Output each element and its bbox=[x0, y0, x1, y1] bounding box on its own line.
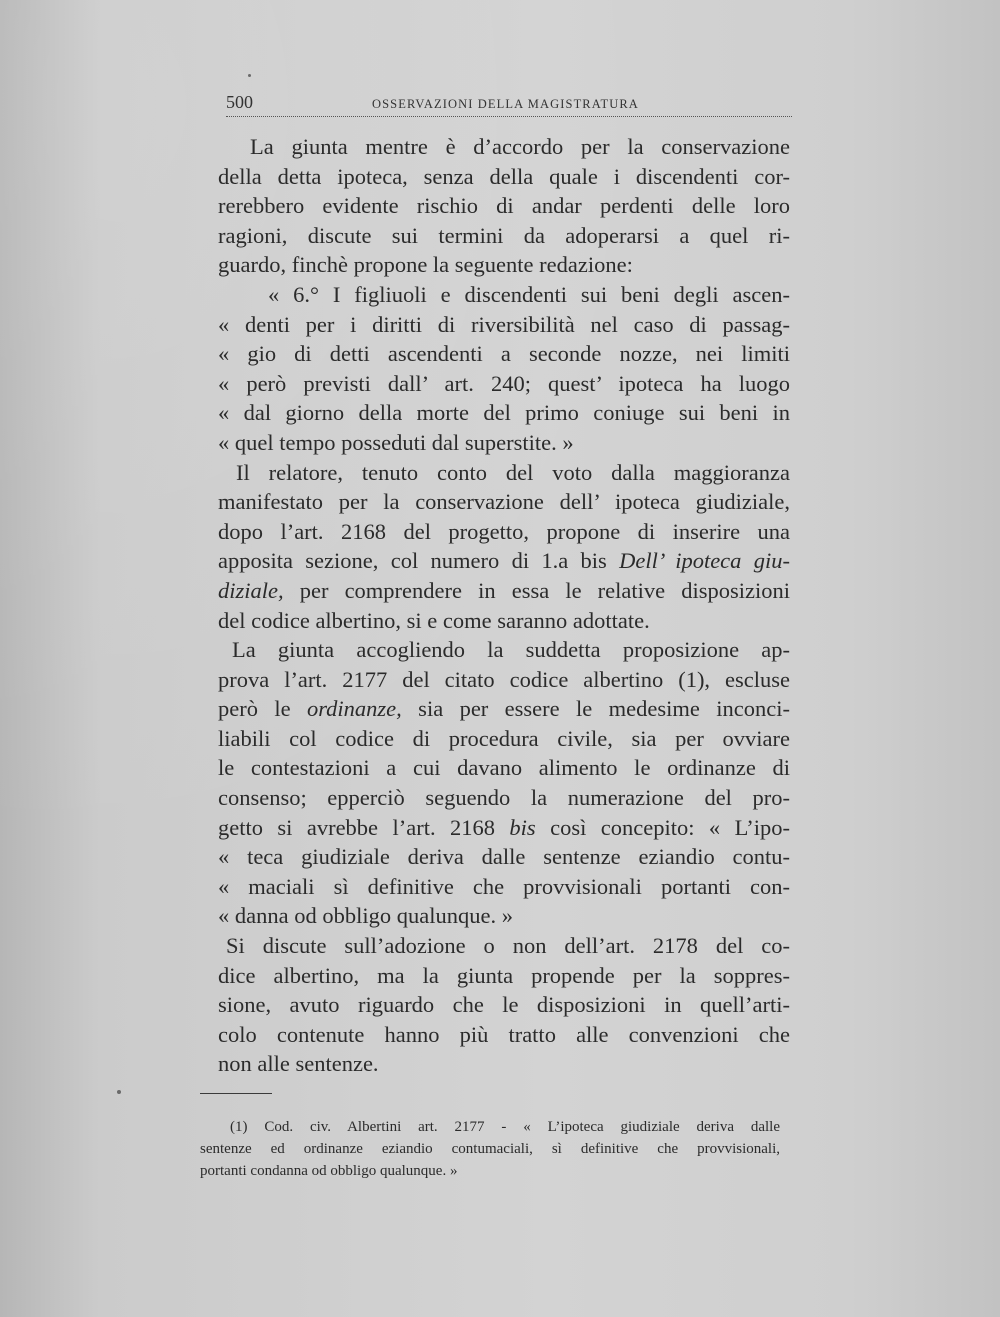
footnote bbox=[200, 1116, 780, 1182]
footnote-divider bbox=[200, 1093, 272, 1094]
body-line-text: getto si avrebbe l’art. 2168 bbox=[218, 814, 510, 840]
quoted-line: « quel tempo posseduti dal superstite. » bbox=[218, 429, 574, 455]
page-header bbox=[226, 92, 792, 117]
body-line: guardo, finchè propone la seguente redazione: bbox=[218, 252, 633, 278]
body-line-text: però le bbox=[218, 696, 307, 722]
body-line: manifestato per la conservazione dell’ ipoteca giudiziale, bbox=[218, 489, 790, 515]
italic-word: bis bbox=[509, 814, 536, 840]
body-text bbox=[218, 132, 790, 1079]
quoted-line: « teca giudiziale deriva dalle sentenze eziandio contu- bbox=[218, 844, 790, 870]
body-line-mixed bbox=[218, 576, 790, 606]
running-title: OSSERVAZIONI DELLA MAGISTRATURA bbox=[372, 97, 639, 111]
page-number: 500 bbox=[226, 92, 253, 112]
footnote-line: (1) Cod. civ. Albertini art. 2177 - « L’ipoteca giudiziale deriva dalle bbox=[230, 1119, 780, 1135]
body-line: liabili col codice di procedura civile, sia per ovviare bbox=[218, 725, 790, 751]
body-line: rerebbero evidente rischio di andar perdenti delle loro bbox=[218, 193, 790, 219]
quoted-line: « dal giorno della morte del primo coniuge sui beni in bbox=[218, 400, 790, 426]
body-line: consenso; epperciò seguendo la numerazione del pro- bbox=[218, 785, 790, 811]
body-line: del codice albertino, si e come saranno adottate. bbox=[218, 607, 650, 633]
body-line-mixed bbox=[218, 694, 790, 724]
body-line: prova l’art. 2177 del citato codice albertino (1), escluse bbox=[218, 666, 790, 692]
page-speck bbox=[117, 1090, 121, 1094]
italic-title: diziale, bbox=[218, 577, 284, 603]
body-line-text: apposita sezione, col numero di 1.a bis bbox=[218, 548, 620, 574]
body-line: dice albertino, ma la giunta propende per la soppres- bbox=[218, 962, 790, 988]
quoted-line: « maciali sì definitive che provvisionali portanti con- bbox=[218, 873, 790, 899]
footnote-line: sentenze ed ordinanze eziandio contumaciali, sì definitive che provvisionali, bbox=[200, 1141, 780, 1157]
body-line: La giunta accogliendo la suddetta proposizione ap- bbox=[232, 637, 790, 663]
body-line: Si discute sull’adozione o non dell’art. 2178 del co- bbox=[226, 933, 790, 959]
body-line: della detta ipoteca, senza della quale i discendenti cor- bbox=[218, 163, 790, 189]
body-line: colo contenute hanno più tratto alle convenzioni che bbox=[218, 1021, 790, 1047]
body-line: non alle sentenze. bbox=[218, 1051, 379, 1077]
italic-word: ordinanze, bbox=[307, 696, 402, 722]
body-line-text: per comprendere in essa le relative disposizioni bbox=[283, 577, 790, 603]
quoted-line: « però previsti dall’ art. 240; quest’ ipoteca ha luogo bbox=[218, 370, 790, 396]
quoted-line: « denti per i diritti di riversibilità nel caso di passag- bbox=[218, 311, 790, 337]
body-line: dopo l’art. 2168 del progetto, propone di inserire una bbox=[218, 518, 790, 544]
footnote-line: portanti condanna od obbligo qualunque. » bbox=[200, 1163, 458, 1179]
body-line-text: così concepito: « L’ipo- bbox=[535, 814, 790, 840]
italic-title: Dell’ ipoteca giu- bbox=[619, 548, 790, 574]
body-line: le contestazioni a cui davano alimento le ordinanze di bbox=[218, 755, 790, 781]
body-line-mixed bbox=[218, 813, 790, 843]
body-line-text: sia per essere le medesime inconci- bbox=[401, 696, 790, 722]
body-line: Il relatore, tenuto conto del voto dalla maggioranza bbox=[236, 459, 790, 485]
body-line: sione, avuto riguardo che le disposizioni in quell’arti- bbox=[218, 992, 790, 1018]
body-line: ragioni, discute sui termini da adoperarsi a quel ri- bbox=[218, 222, 790, 248]
body-line-mixed bbox=[218, 546, 790, 576]
quoted-line: « danna od obbligo qualunque. » bbox=[218, 903, 513, 929]
quoted-line: « gio di detti ascendenti a seconde nozze, nei limiti bbox=[218, 341, 790, 367]
quoted-line: « 6.° I figliuoli e discendenti sui beni degli ascen- bbox=[268, 281, 790, 307]
body-line: La giunta mentre è d’accordo per la conservazione bbox=[250, 134, 790, 159]
page-speck bbox=[248, 74, 251, 77]
